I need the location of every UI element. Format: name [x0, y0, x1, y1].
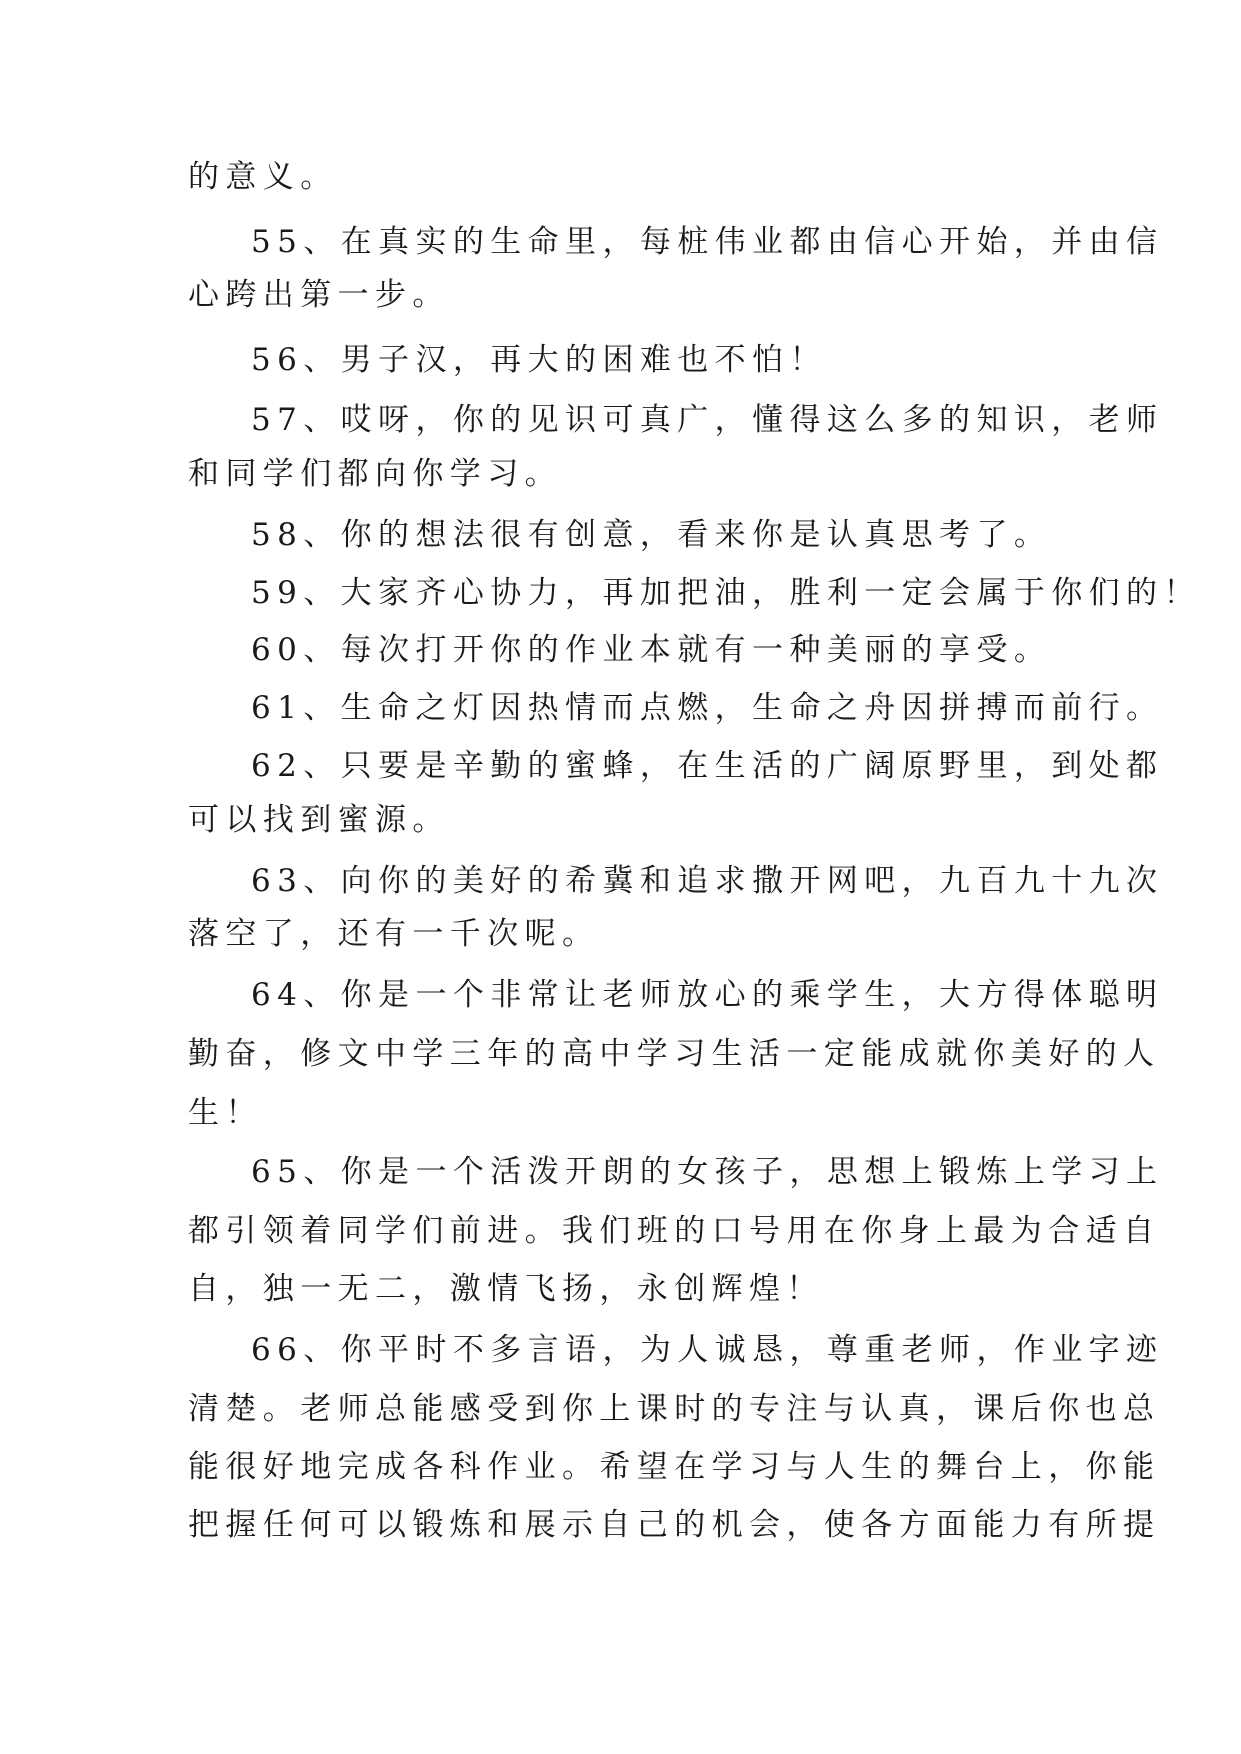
text-line: 56、男子汉，再大的困难也不怕！ [251, 342, 827, 378]
text-line: 60、每次打开你的作业本就有一种美丽的享受。 [251, 632, 1052, 668]
text-line: 可以找到蜜源。 [188, 802, 450, 838]
text-line: 勤奋，修文中学三年的高中学习生活一定能成就你美好的人 [188, 1036, 1161, 1072]
text-line: 生！ [188, 1095, 263, 1131]
text-line: 的意义。 [188, 159, 338, 195]
text-line: 65、你是一个活泼开朗的女孩子，思想上锻炼上学习上 [251, 1154, 1164, 1190]
text-line: 都引领着同学们前进。我们班的口号用在你身上最为合适自 [188, 1213, 1161, 1249]
text-line: 和同学们都向你学习。 [188, 456, 562, 492]
text-line: 自，独一无二，激情飞扬，永创辉煌！ [188, 1271, 824, 1307]
text-line: 62、只要是辛勤的蜜蜂，在生活的广阔原野里，到处都 [251, 748, 1164, 784]
text-line: 58、你的想法很有创意，看来你是认真思考了。 [251, 517, 1052, 553]
text-line: 清楚。老师总能感受到你上课时的专注与认真，课后你也总 [188, 1391, 1161, 1427]
text-line: 落空了，还有一千次呢。 [188, 916, 600, 952]
text-line: 55、在真实的生命里，每桩伟业都由信心开始，并由信 [251, 224, 1164, 260]
text-line: 59、大家齐心协力，再加把油，胜利一定会属于你们的！ [251, 575, 1201, 611]
text-line: 57、哎呀，你的见识可真广，懂得这么多的知识，老师 [251, 402, 1164, 438]
text-line: 66、你平时不多言语，为人诚恳，尊重老师，作业字迹 [251, 1332, 1164, 1368]
text-line: 把握任何可以锻炼和展示自己的机会，使各方面能力有所提 [188, 1507, 1161, 1543]
text-line: 心跨出第一步。 [188, 277, 450, 313]
text-line: 64、你是一个非常让老师放心的乘学生，大方得体聪明 [251, 977, 1164, 1013]
text-line: 61、生命之灯因热情而点燃，生命之舟因拼搏而前行。 [251, 690, 1164, 726]
text-line: 63、向你的美好的希冀和追求撒开网吧，九百九十九次 [251, 863, 1164, 899]
text-line: 能很好地完成各科作业。希望在学习与人生的舞台上，你能 [188, 1449, 1161, 1485]
